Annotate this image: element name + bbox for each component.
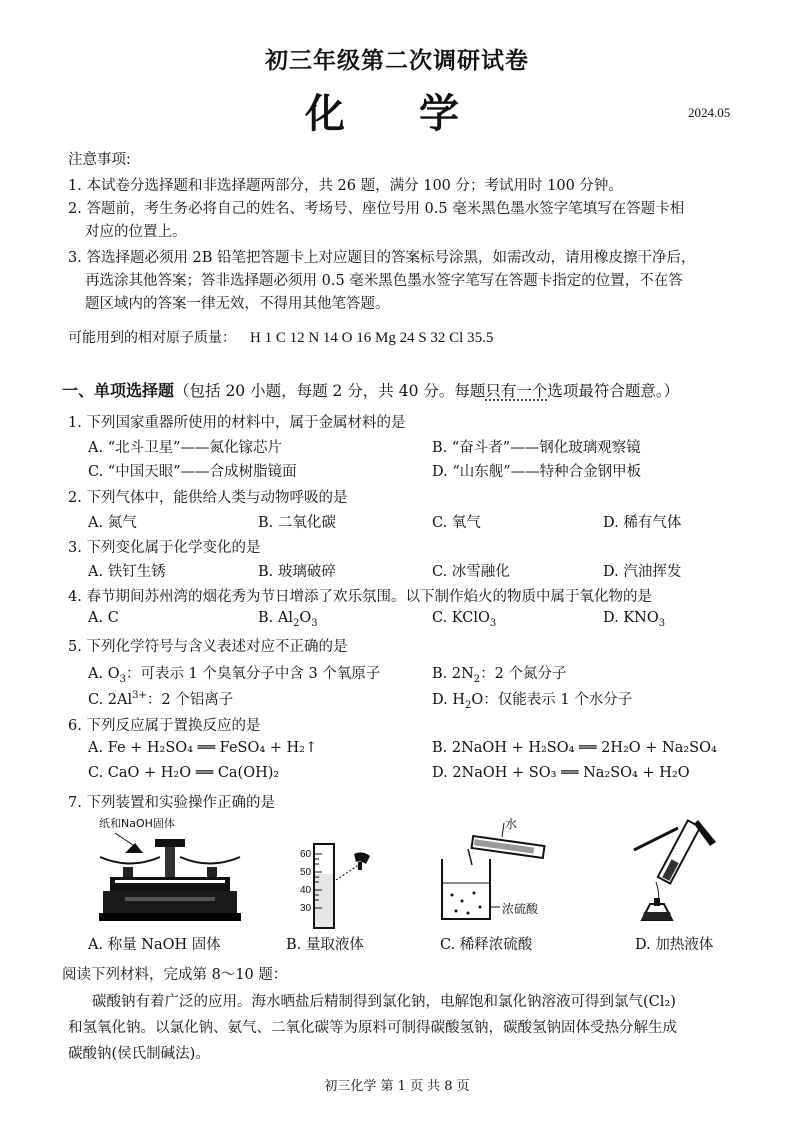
q4-b-text: B. Al xyxy=(258,610,293,626)
q1-option-c: C. “中国天眼”——合成树脂镜面 xyxy=(88,464,297,480)
fig-water-label: 水 xyxy=(505,817,518,831)
note-3: 3. 答选择题必须用 2B 铅笔把答题卡上对应题目的答案标号涂黑，如需改动，请用橡皮擦干净后， xyxy=(68,250,696,266)
q3-option-d: D. 汽油挥发 xyxy=(603,564,682,580)
q6-option-a: A. Fe + H₂SO₄ ══ FeSO₄ + H₂↑ xyxy=(88,740,318,756)
q4-c-sub: 3 xyxy=(489,617,497,629)
fig-balance-label: 纸和NaOH固体 xyxy=(99,817,175,830)
note-1: 1. 本试卷分选择题和非选择题两部分，共 26 题，满分 100 分；考试用时 100 分钟。 xyxy=(68,178,623,194)
fig-cylinder xyxy=(300,842,380,932)
q7-option-c: C. 稀释浓硫酸 xyxy=(440,937,533,953)
note-3-cont-1: 再选涂其他答案；答非选择题必须用 0.5 毫米黑色墨水签字笔写在答题卡指定的位置，不在答 xyxy=(85,273,683,289)
q5-d-post: O：仅能表示 1 个水分子 xyxy=(471,692,633,708)
q1-option-d: D. “山东舰”——特种合金钢甲板 xyxy=(432,464,642,480)
q5-c-sup: 3+ xyxy=(132,690,147,702)
exam-title: 初三年级第二次调研试卷 xyxy=(265,47,529,74)
q4-b-sub2: 3 xyxy=(311,617,318,629)
reading-paragraph-1: 碳酸钠有着广泛的应用。海水晒盐后精制得到氯化钠，电解饱和氯化钠溶液可得到氯气(Cl₂) xyxy=(92,994,676,1010)
q5-c-post: ：2 个铝离子 xyxy=(146,692,234,708)
section-1-title: 一、单项选择题 xyxy=(62,381,175,400)
section-1-desc-emph: 只有一个 xyxy=(485,382,548,400)
q4-c-text: C. KClO xyxy=(432,610,490,626)
atomic-mass-values: H 1 C 12 N 14 O 16 Mg 24 S 32 Cl 35.5 xyxy=(250,330,494,346)
section-1-desc-b: 选项最符合题意。） xyxy=(547,382,680,400)
tick-40: 40 xyxy=(300,885,312,896)
note-2-cont: 对应的位置上。 xyxy=(85,224,187,240)
q5-option-d xyxy=(432,688,632,711)
fig-heating xyxy=(620,812,730,930)
note-3-cont-2: 题区域内的答案一律无效，不得用其他笔答题。 xyxy=(85,296,390,312)
q2-option-c: C. 氧气 xyxy=(432,515,481,531)
section-1-desc-a: （包括 20 小题，每题 2 分，共 40 分。每题 xyxy=(174,382,486,400)
q4-d-sub: 3 xyxy=(658,617,666,629)
q6-option-c: C. CaO + H₂O ══ Ca(OH)₂ xyxy=(88,765,280,781)
q7-option-b: B. 量取液体 xyxy=(286,937,364,953)
q4-b-sub1: 2 xyxy=(292,617,300,629)
fig-acid-label: 浓硫酸 xyxy=(502,902,539,916)
q3-option-a: A. 铁钉生锈 xyxy=(88,564,166,580)
q4-option-c xyxy=(432,610,496,629)
q3-stem: 3. 下列变化属于化学变化的是 xyxy=(68,540,261,556)
reading-paragraph-3: 碳酸钠(侯氏制碱法)。 xyxy=(68,1046,210,1062)
q6-option-d: D. 2NaOH + SO₃ ══ Na₂SO₄ + H₂O xyxy=(432,765,690,781)
q2-option-a: A. 氮气 xyxy=(88,515,137,531)
atomic-mass-line xyxy=(68,327,493,347)
subject-title: 化 学 xyxy=(305,90,489,137)
q1-option-b: B. “奋斗者”——钢化玻璃观察镜 xyxy=(432,440,641,456)
balance-drawing xyxy=(95,815,245,930)
reading-paragraph-2: 和氢氧化钠。以氯化钠、氨气、二氧化碳等为原料可制得碳酸氢钠，碳酸氢钠固体受热分解生成 xyxy=(68,1020,677,1036)
note-2: 2. 答题前，考生务必将自己的姓名、考场号、座位号用 0.5 毫米黑色墨水签字笔填写在答题卡相 xyxy=(68,201,685,217)
q5-b-sub: 2 xyxy=(473,673,481,685)
q7-option-a: A. 称量 NaOH 固体 xyxy=(88,937,221,953)
q3-option-b: B. 玻璃破碎 xyxy=(258,564,336,580)
tick-60: 60 xyxy=(300,849,312,860)
cylinder-drawing xyxy=(300,842,380,932)
q5-option-b xyxy=(432,662,567,685)
q3-option-c: C. 冰雪融化 xyxy=(432,564,510,580)
fig-dilute-acid xyxy=(432,815,572,930)
q7-stem: 7. 下列装置和实验操作正确的是 xyxy=(68,795,275,811)
page-footer: 初三化学 第 1 页 共 8 页 xyxy=(324,1079,470,1094)
q6-option-b: B. 2NaOH + H₂SO₄ ══ 2H₂O + Na₂SO₄ xyxy=(432,740,717,756)
q1-option-a: A. “北斗卫星”——氮化镓芯片 xyxy=(88,440,283,456)
q2-option-d: D. 稀有气体 xyxy=(603,515,682,531)
q1-stem: 1. 下列国家重器所使用的材料中，属于金属材料的是 xyxy=(68,415,406,431)
q5-a-post: ：可表示 1 个臭氧分子中含 3 个氧原子 xyxy=(125,666,381,682)
heating-drawing xyxy=(620,812,730,930)
q5-d-sub: 2 xyxy=(464,699,472,711)
tick-30: 30 xyxy=(300,903,312,914)
q4-b-mid: O xyxy=(299,610,312,626)
q5-stem: 5. 下列化学符号与含义表述对应不正确的是 xyxy=(68,639,348,655)
atomic-mass-label: 可能用到的相对原子质量： xyxy=(68,330,236,346)
notes-heading: 注意事项: xyxy=(68,152,131,168)
q7-option-d: D. 加热液体 xyxy=(635,937,714,953)
reading-intro: 阅读下列材料，完成第 8～10 题： xyxy=(62,967,288,983)
q5-b-post: ：2 个氮分子 xyxy=(480,666,567,682)
q4-option-d xyxy=(603,610,665,629)
cylinder-scale xyxy=(300,846,311,918)
q6-stem: 6. 下列反应属于置换反应的是 xyxy=(68,718,261,734)
fig-balance xyxy=(95,815,245,930)
q5-d-pre: D. H xyxy=(432,692,465,708)
q5-a-sub: 3 xyxy=(119,673,126,685)
q4-d-text: D. KNO xyxy=(603,610,659,626)
q4-option-a: A. C xyxy=(88,610,119,626)
q2-stem: 2. 下列气体中，能供给人类与动物呼吸的是 xyxy=(68,490,348,506)
tick-50: 50 xyxy=(300,867,312,878)
section-1-heading xyxy=(62,378,679,401)
q2-option-b: B. 二氧化碳 xyxy=(258,515,336,531)
q5-c-pre: C. 2Al xyxy=(88,692,133,708)
q4-stem: 4. 春节期间苏州湾的烟花秀为节日增添了欢乐氛围。以下制作焰火的物质中属于氧化物的是 xyxy=(68,589,652,605)
q5-a-pre: A. O xyxy=(88,666,120,682)
exam-date: 2024.05 xyxy=(688,105,731,120)
q5-option-c xyxy=(88,688,233,709)
q4-option-b xyxy=(258,610,318,629)
q5-option-a xyxy=(88,662,380,685)
q5-b-pre: B. 2N xyxy=(432,666,474,682)
